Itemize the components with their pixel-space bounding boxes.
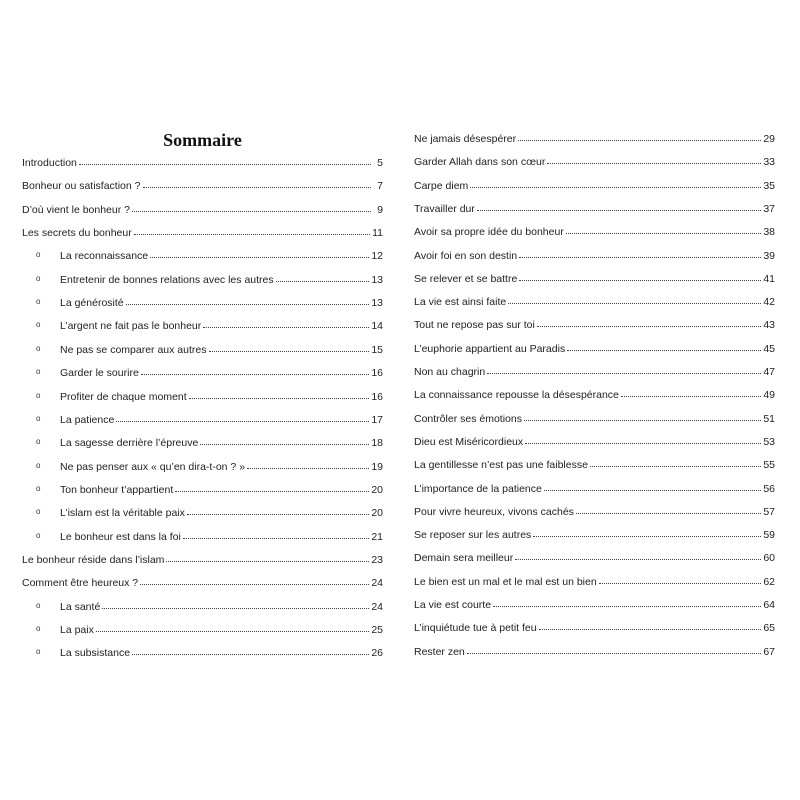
toc-page-number: 12 xyxy=(371,250,383,263)
toc-entry-label: La santé xyxy=(60,600,101,613)
toc-page-number: 13 xyxy=(371,297,383,310)
toc-page-number: 59 xyxy=(763,529,775,542)
toc-entry-label: La reconnaissance xyxy=(60,250,149,263)
toc-subentry[interactable] xyxy=(22,458,383,474)
toc-entry[interactable] xyxy=(414,643,775,659)
circle-bullet-icon: o xyxy=(36,437,41,447)
toc-entry[interactable] xyxy=(414,153,775,169)
toc-entry[interactable] xyxy=(414,270,775,286)
toc-entry-label: La paix xyxy=(60,624,94,636)
toc-subentry[interactable] xyxy=(22,388,383,404)
dot-leader xyxy=(132,643,369,655)
toc-page-number: 41 xyxy=(763,272,775,285)
toc-entry[interactable] xyxy=(414,573,775,589)
toc-subentry[interactable] xyxy=(22,341,383,357)
dot-leader xyxy=(79,153,371,165)
toc-entry[interactable] xyxy=(414,223,775,239)
dot-leader xyxy=(519,269,761,281)
toc-entry-label: L’inquiétude tue à petit feu xyxy=(414,622,537,635)
toc-subentry[interactable] xyxy=(22,598,383,614)
dot-leader xyxy=(547,152,761,164)
toc-page-number: 49 xyxy=(763,389,775,402)
toc-entry-label: Rester zen xyxy=(414,645,465,658)
dot-leader xyxy=(567,339,761,351)
dot-leader xyxy=(487,362,761,374)
toc-entry[interactable] xyxy=(22,154,383,170)
toc-entry-label: La vie est ainsi faite xyxy=(414,296,507,309)
toc-entry-label: La connaissance repousse la désespérance xyxy=(414,389,619,402)
toc-page-number: 29 xyxy=(763,133,775,145)
dot-leader xyxy=(539,618,762,630)
toc-entry[interactable] xyxy=(414,410,775,426)
toc-page-number: 39 xyxy=(763,249,775,262)
toc-entry-label: Le bonheur réside dans l’islam xyxy=(22,553,165,566)
circle-bullet-icon: o xyxy=(36,343,41,353)
toc-entry-label: Le bonheur est dans la foi xyxy=(60,530,181,543)
dot-leader xyxy=(544,479,761,491)
toc-entry[interactable] xyxy=(414,433,775,449)
toc-page-number: 51 xyxy=(763,412,775,425)
toc-page-number: 42 xyxy=(763,296,775,309)
toc-subentry[interactable] xyxy=(22,434,383,450)
toc-page-number: 43 xyxy=(763,319,775,332)
toc-page-number: 37 xyxy=(763,202,775,215)
toc-subentry[interactable] xyxy=(22,504,383,520)
toc-page-number: 57 xyxy=(763,505,775,518)
dot-leader xyxy=(524,409,761,421)
circle-bullet-icon: o xyxy=(36,624,41,633)
toc-page-number: 33 xyxy=(763,156,775,169)
dot-leader xyxy=(533,525,761,537)
toc-entry-label: Travailler dur xyxy=(414,202,475,215)
toc-entry-label: Comment être heureux ? xyxy=(22,577,139,590)
dot-leader xyxy=(247,457,369,469)
toc-entry-label: Avoir foi en son destin xyxy=(414,249,518,262)
circle-bullet-icon: o xyxy=(36,297,41,307)
dot-leader xyxy=(116,410,369,422)
dot-leader xyxy=(96,620,369,632)
toc-entry-label: Ne jamais désespérer xyxy=(414,133,517,145)
dot-leader xyxy=(508,292,761,304)
toc-subentry[interactable] xyxy=(22,247,383,263)
toc-entry[interactable] xyxy=(414,526,775,542)
toc-entry-label: La gentillesse n’est pas une faiblesse xyxy=(414,459,588,472)
toc-page-number: 45 xyxy=(763,342,775,355)
toc-page-number: 56 xyxy=(763,482,775,495)
toc-subentry[interactable] xyxy=(22,528,383,544)
toc-subentry[interactable] xyxy=(22,411,383,427)
toc-entry[interactable] xyxy=(414,456,775,472)
toc-entry[interactable] xyxy=(414,316,775,332)
dot-leader xyxy=(515,548,761,560)
toc-subentry[interactable] xyxy=(22,294,383,310)
toc-page-number: 53 xyxy=(763,435,775,448)
dot-leader xyxy=(150,246,369,258)
toc-entry-label: Garder Allah dans son cœur xyxy=(414,156,546,169)
circle-bullet-icon: o xyxy=(36,413,41,423)
toc-entry[interactable] xyxy=(22,177,383,193)
dot-leader xyxy=(102,597,369,609)
circle-bullet-icon: o xyxy=(36,530,41,540)
toc-subentry[interactable] xyxy=(22,271,383,287)
toc-page-number: 16 xyxy=(371,390,383,403)
toc-page-number: 65 xyxy=(763,622,775,635)
toc-entry[interactable] xyxy=(22,574,383,590)
toc-entry[interactable] xyxy=(414,386,775,402)
toc-page-number: 25 xyxy=(371,624,383,636)
toc-entry-label: Carpe diem xyxy=(414,179,469,192)
dot-leader xyxy=(576,502,761,514)
dot-leader xyxy=(519,246,761,258)
dot-leader xyxy=(126,293,370,305)
toc-page-number: 24 xyxy=(371,577,383,590)
toc-page-number: 55 xyxy=(763,459,775,472)
circle-bullet-icon: o xyxy=(36,320,41,330)
toc-entry[interactable] xyxy=(414,177,775,193)
toc-page-number: 21 xyxy=(371,530,383,543)
toc-entry-label: L’importance de la patience xyxy=(414,482,542,495)
circle-bullet-icon: o xyxy=(36,460,41,470)
toc-entry[interactable] xyxy=(414,549,775,565)
dot-leader xyxy=(140,573,369,585)
toc-page-number: 35 xyxy=(763,179,775,192)
toc-entry-label: La sagesse derrière l’épreuve xyxy=(60,437,199,450)
circle-bullet-icon: o xyxy=(36,250,41,260)
toc-entry-label: Avoir sa propre idée du bonheur xyxy=(414,226,564,239)
toc-entry[interactable] xyxy=(414,293,775,309)
toc-entry-label: Pour vivre heureux, vivons cachés xyxy=(414,505,574,518)
toc-entry-label: Entretenir de bonnes relations avec les autres xyxy=(60,273,274,286)
toc-page-number: 47 xyxy=(763,366,775,378)
toc-entry-label: Ne pas se comparer aux autres xyxy=(60,343,207,356)
toc-entry[interactable] xyxy=(414,480,775,496)
toc-page-number: 64 xyxy=(763,599,775,611)
toc-entry[interactable] xyxy=(414,200,775,216)
toc-entry-label: La vie est courte xyxy=(414,599,492,611)
toc-subentry[interactable] xyxy=(22,481,383,497)
toc-page-number: 23 xyxy=(371,553,383,566)
dot-leader xyxy=(621,385,761,397)
dot-leader xyxy=(276,270,370,282)
toc-page-number: 20 xyxy=(371,483,383,496)
toc-page-number: 38 xyxy=(763,226,775,239)
toc-entry-label: L’euphorie appartient au Paradis xyxy=(414,342,566,355)
toc-entry-label: Ton bonheur t’appartient xyxy=(60,483,174,496)
toc-page-number: 60 xyxy=(763,552,775,565)
toc-entry-label: Introduction xyxy=(22,157,77,169)
circle-bullet-icon: o xyxy=(36,390,41,400)
circle-bullet-icon: o xyxy=(36,600,41,610)
dot-leader xyxy=(477,199,761,211)
toc-page-number: 15 xyxy=(371,343,383,356)
toc-entry-label: Se reposer sur les autres xyxy=(414,529,532,542)
dot-leader xyxy=(525,432,761,444)
dot-leader xyxy=(132,200,371,212)
dot-leader xyxy=(518,129,761,141)
toc-entry-label: Demain sera meilleur xyxy=(414,552,514,565)
toc-entry-label: Garder le sourire xyxy=(60,367,139,380)
toc-subentry[interactable] xyxy=(22,621,383,637)
toc-entry[interactable] xyxy=(414,363,775,379)
toc-entry-label: Bonheur ou satisfaction ? xyxy=(22,180,141,193)
toc-entry-label: L’islam est la véritable paix xyxy=(60,507,185,520)
circle-bullet-icon: o xyxy=(36,483,41,493)
toc-page-number: 16 xyxy=(371,367,383,380)
dot-leader xyxy=(203,316,369,328)
circle-bullet-icon: o xyxy=(36,367,41,377)
toc-entry-label: Se relever et se battre xyxy=(414,272,518,285)
toc-entry-label: Les secrets du bonheur xyxy=(22,227,132,240)
toc-subentry[interactable] xyxy=(22,317,383,333)
dot-leader xyxy=(187,503,369,515)
circle-bullet-icon: o xyxy=(36,507,41,517)
circle-bullet-icon: o xyxy=(36,273,41,283)
toc-entry[interactable] xyxy=(22,201,383,217)
toc-page-number: 5 xyxy=(377,157,383,169)
toc-entry-label: Tout ne repose pas sur toi xyxy=(414,319,535,332)
dot-leader xyxy=(175,480,369,492)
toc-title: Sommaire xyxy=(163,130,242,150)
toc-entry-label: L’argent ne fait pas le bonheur xyxy=(60,320,202,333)
toc-entry[interactable] xyxy=(414,619,775,635)
dot-leader xyxy=(200,433,369,445)
toc-entry[interactable] xyxy=(414,340,775,356)
toc-page-number: 7 xyxy=(377,180,383,193)
toc-entry-label: La subsistance xyxy=(60,647,131,660)
toc-subentry[interactable] xyxy=(22,364,383,380)
toc-page-number: 19 xyxy=(371,460,383,473)
toc-entry[interactable] xyxy=(414,130,775,146)
toc-page-number: 62 xyxy=(763,575,775,588)
dot-leader xyxy=(209,340,370,352)
dot-leader xyxy=(189,387,370,399)
dot-leader xyxy=(467,642,762,654)
toc-entry[interactable] xyxy=(22,551,383,567)
toc-entry[interactable] xyxy=(414,503,775,519)
toc-page-number: 13 xyxy=(371,273,383,286)
toc-page-number: 17 xyxy=(371,413,383,426)
toc-page-number: 26 xyxy=(371,647,383,660)
dot-leader xyxy=(143,176,372,188)
dot-leader xyxy=(470,176,761,188)
toc-entry[interactable] xyxy=(22,224,383,240)
toc-page-number: 18 xyxy=(371,437,383,450)
dot-leader xyxy=(493,595,761,607)
circle-bullet-icon: o xyxy=(36,647,41,657)
dot-leader xyxy=(141,363,370,375)
toc-entry-label: La patience xyxy=(60,413,115,426)
toc-entry-label: Non au chagrin xyxy=(414,366,486,378)
toc-entry[interactable] xyxy=(414,247,775,263)
toc-entry-label: Profiter de chaque moment xyxy=(60,390,187,403)
dot-leader xyxy=(590,455,761,467)
dot-leader xyxy=(537,315,761,327)
toc-entry-label: Ne pas penser aux « qu’en dira-t-on ? » xyxy=(60,460,246,473)
dot-leader xyxy=(599,572,762,584)
toc-page-number: 20 xyxy=(371,507,383,520)
toc-entry[interactable] xyxy=(414,596,775,612)
toc-page-number: 67 xyxy=(763,645,775,658)
dot-leader xyxy=(183,527,369,539)
dot-leader xyxy=(566,222,761,234)
toc-page-number: 9 xyxy=(377,203,383,216)
dot-leader xyxy=(166,550,369,562)
toc-entry-label: Dieu est Miséricordieux xyxy=(414,435,524,448)
toc-page-number: 24 xyxy=(371,600,383,613)
toc-entry-label: Le bien est un mal et le mal est un bien xyxy=(414,575,597,588)
toc-entry-label: D’où vient le bonheur ? xyxy=(22,203,130,216)
dot-leader xyxy=(134,223,370,235)
toc-subentry[interactable] xyxy=(22,644,383,660)
toc-page-number: 14 xyxy=(371,320,383,333)
toc-page-number: 11 xyxy=(372,227,383,240)
toc-entry-label: Contrôler ses émotions xyxy=(414,412,522,425)
toc-entry-label: La générosité xyxy=(60,297,124,310)
